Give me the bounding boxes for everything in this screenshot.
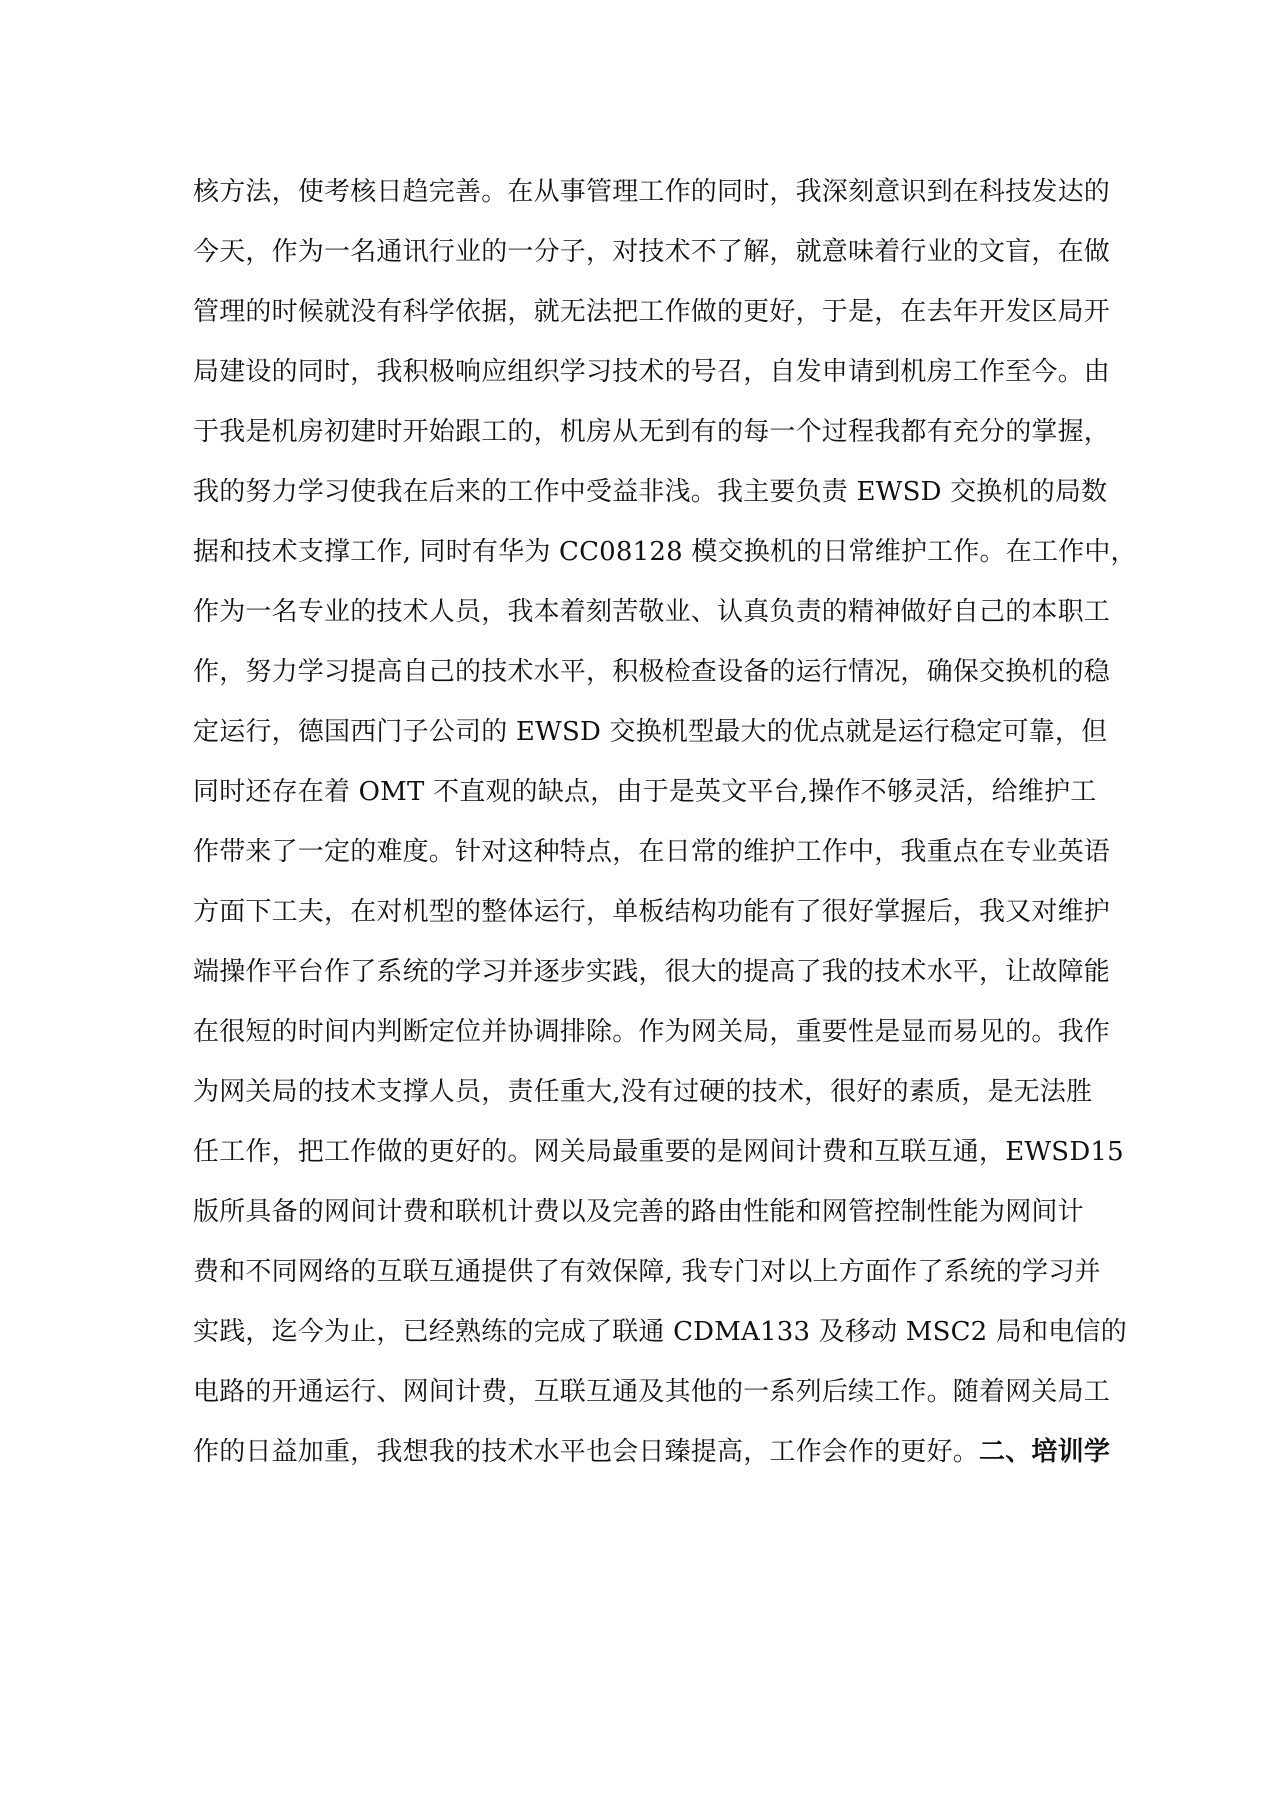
section-heading-fragment: 二、培训学 [979, 1437, 1111, 1467]
text-line-9: 作，努力学习提高自己的技术水平，积极检查设备的运行情况，确保交换机的稳 [193, 657, 1111, 687]
text-line-8: 作为一名专业的技术人员，我本着刻苦敬业、认真负责的精神做好自己的本职工 [193, 597, 1111, 627]
text-line-18: 版所具备的网间计费和联机计费以及完善的路由性能和网管控制性能为网间计 [193, 1197, 1084, 1227]
text-line-7: 据和技术支撑工作, 同时有华为 CC08128 模交换机的日常维护工作。在工作中， [193, 537, 1137, 567]
text-line-4: 局建设的同时，我积极响应组织学习技术的号召，自发申请到机房工作至今。由 [193, 357, 1111, 387]
text-line-22 [193, 1422, 1111, 1482]
text-line-20: 实践，迄今为止，已经熟练的完成了联通 CDMA133 及移动 MSC2 局和电信的 [193, 1317, 1127, 1347]
text-line-1: 核方法，使考核日趋完善。在从事管理工作的同时，我深刻意识到在科技发达的 [193, 177, 1111, 207]
text-line-19: 费和不同网络的互联互通提供了有效保障, 我专门对以上方面作了系统的学习并 [193, 1257, 1101, 1287]
text-line-11: 同时还存在着 OMT 不直观的缺点，由于是英文平台,操作不够灵活，给维护工 [193, 777, 1097, 807]
text-line-10: 定运行，德国西门子公司的 EWSD 交换机型最大的优点就是运行稳定可靠，但 [193, 717, 1108, 747]
text-line-14: 端操作平台作了系统的学习并逐步实践，很大的提高了我的技术水平，让故障能 [193, 957, 1111, 987]
text-line-15: 在很短的时间内判断定位并协调排除。作为网关局，重要性是显而易见的。我作 [193, 1017, 1111, 1047]
text-line-17: 任工作，把工作做的更好的。网关局最重要的是网间计费和互联互通，EWSD15 [193, 1137, 1124, 1167]
text-line-2: 今天，作为一名通讯行业的一分子，对技术不了解，就意味着行业的文盲，在做 [193, 237, 1111, 267]
text-line-5: 于我是机房初建时开始跟工的，机房从无到有的每一个过程我都有充分的掌握， [193, 417, 1111, 447]
body-text [193, 162, 1137, 1482]
text-line-12: 作带来了一定的难度。针对这种特点，在日常的维护工作中，我重点在专业英语 [193, 837, 1111, 867]
text-line-16: 为网关局的技术支撑人员，责任重大,没有过硬的技术，很好的素质，是无法胜 [193, 1077, 1093, 1107]
text-line-6: 我的努力学习使我在后来的工作中受益非浅。我主要负责 EWSD 交换机的局数 [193, 477, 1108, 507]
text-line-3: 管理的时候就没有科学依据，就无法把工作做的更好，于是，在去年开发区局开 [193, 297, 1111, 327]
text-line-22-regular: 作的日益加重，我想我的技术水平也会日臻提高，工作会作的更好。 [193, 1437, 980, 1467]
text-line-13: 方面下工夫，在对机型的整体运行，单板结构功能有了很好掌握后，我又对维护 [193, 897, 1111, 927]
text-line-21: 电路的开通运行、网间计费，互联互通及其他的一系列后续工作。随着网关局工 [193, 1377, 1111, 1407]
